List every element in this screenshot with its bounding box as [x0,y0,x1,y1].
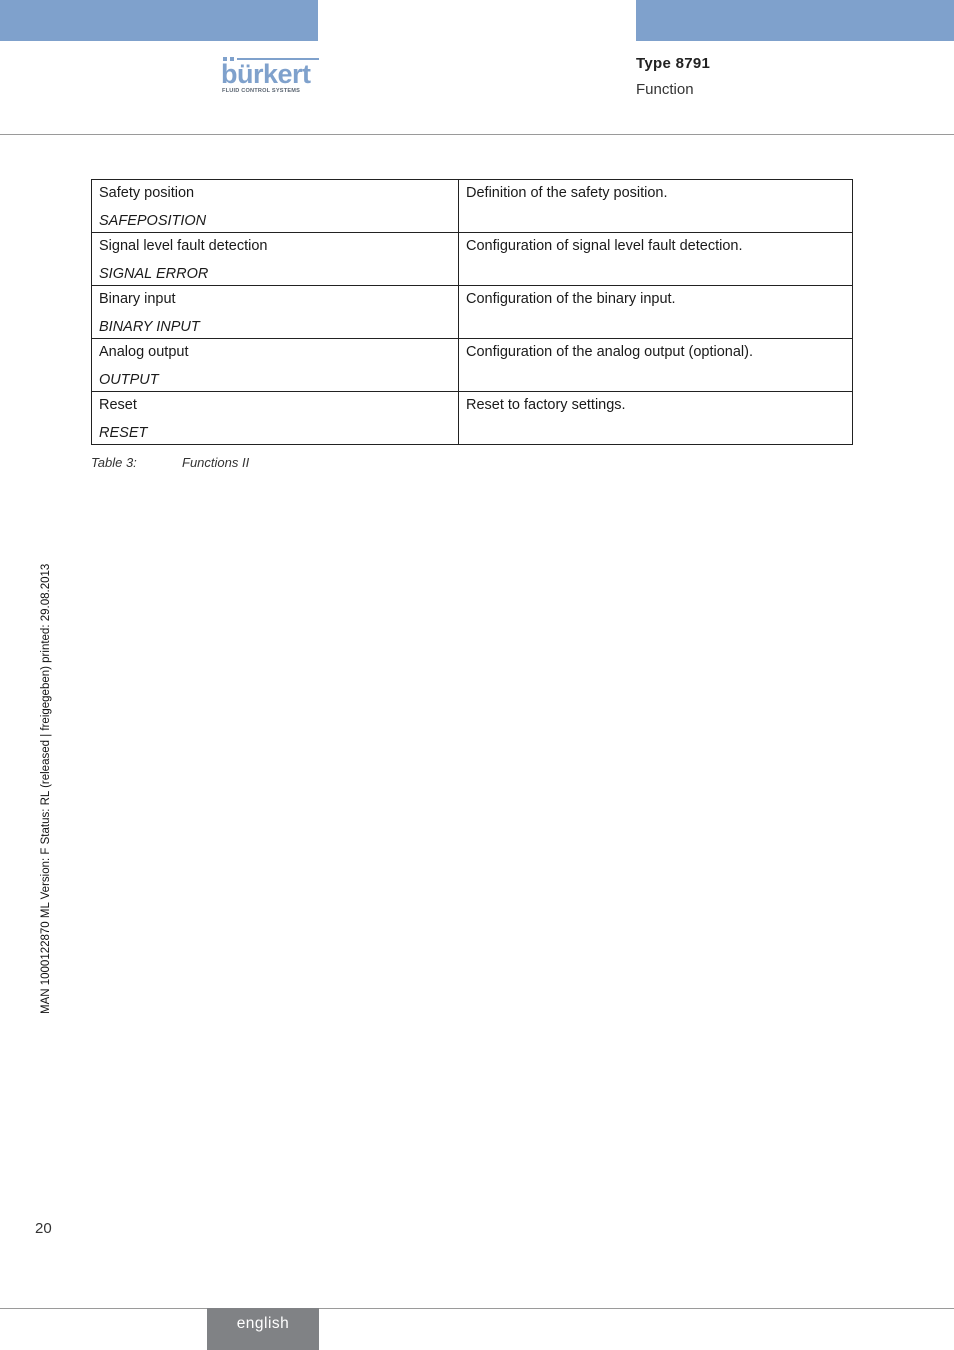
table-row [92,180,853,233]
brand-name: bürkert [221,59,311,89]
page-number: 20 [35,1220,52,1237]
function-cell [92,180,459,233]
language-tab: english [207,1308,319,1350]
header-accent-bar-right [636,0,954,41]
document-print-stamp: MAN 1000122870 ML Version: F Status: RL (released | freigegeben) printed: 29.08.2013 [40,563,52,1014]
caption-number: Table 3: [91,455,137,470]
table-row [92,339,853,392]
brand-tagline: FLUID CONTROL SYSTEMS [222,88,301,94]
functions-table [91,179,853,445]
function-code: OUTPUT [99,372,159,388]
function-name: Reset [99,397,137,413]
brand-logo [221,57,319,97]
table-row [92,233,853,286]
function-code: BINARY INPUT [99,319,200,335]
function-description: Configuration of the analog output (optional). [459,339,853,392]
header-accent-bar-left [0,0,318,41]
function-code: RESET [99,425,148,441]
caption-text: Functions II [182,455,250,470]
function-description: Definition of the safety position. [459,180,853,233]
footer-divider [0,1308,954,1309]
function-cell [92,339,459,392]
function-description: Configuration of the binary input. [459,286,853,339]
document-section: Function [636,81,694,98]
function-description: Reset to factory settings. [459,392,853,445]
function-name: Safety position [99,185,195,201]
function-code: SAFEPOSITION [99,213,207,229]
function-name: Binary input [99,291,176,307]
function-cell [92,392,459,445]
function-name: Analog output [99,344,189,360]
table-caption [91,455,249,470]
function-name: Signal level fault detection [99,238,268,254]
table-row [92,286,853,339]
function-description: Configuration of signal level fault detection. [459,233,853,286]
function-cell [92,233,459,286]
header-divider [0,134,954,135]
table-row [92,392,853,445]
function-cell [92,286,459,339]
function-code: SIGNAL ERROR [99,266,209,282]
document-type: Type 8791 [636,55,711,72]
